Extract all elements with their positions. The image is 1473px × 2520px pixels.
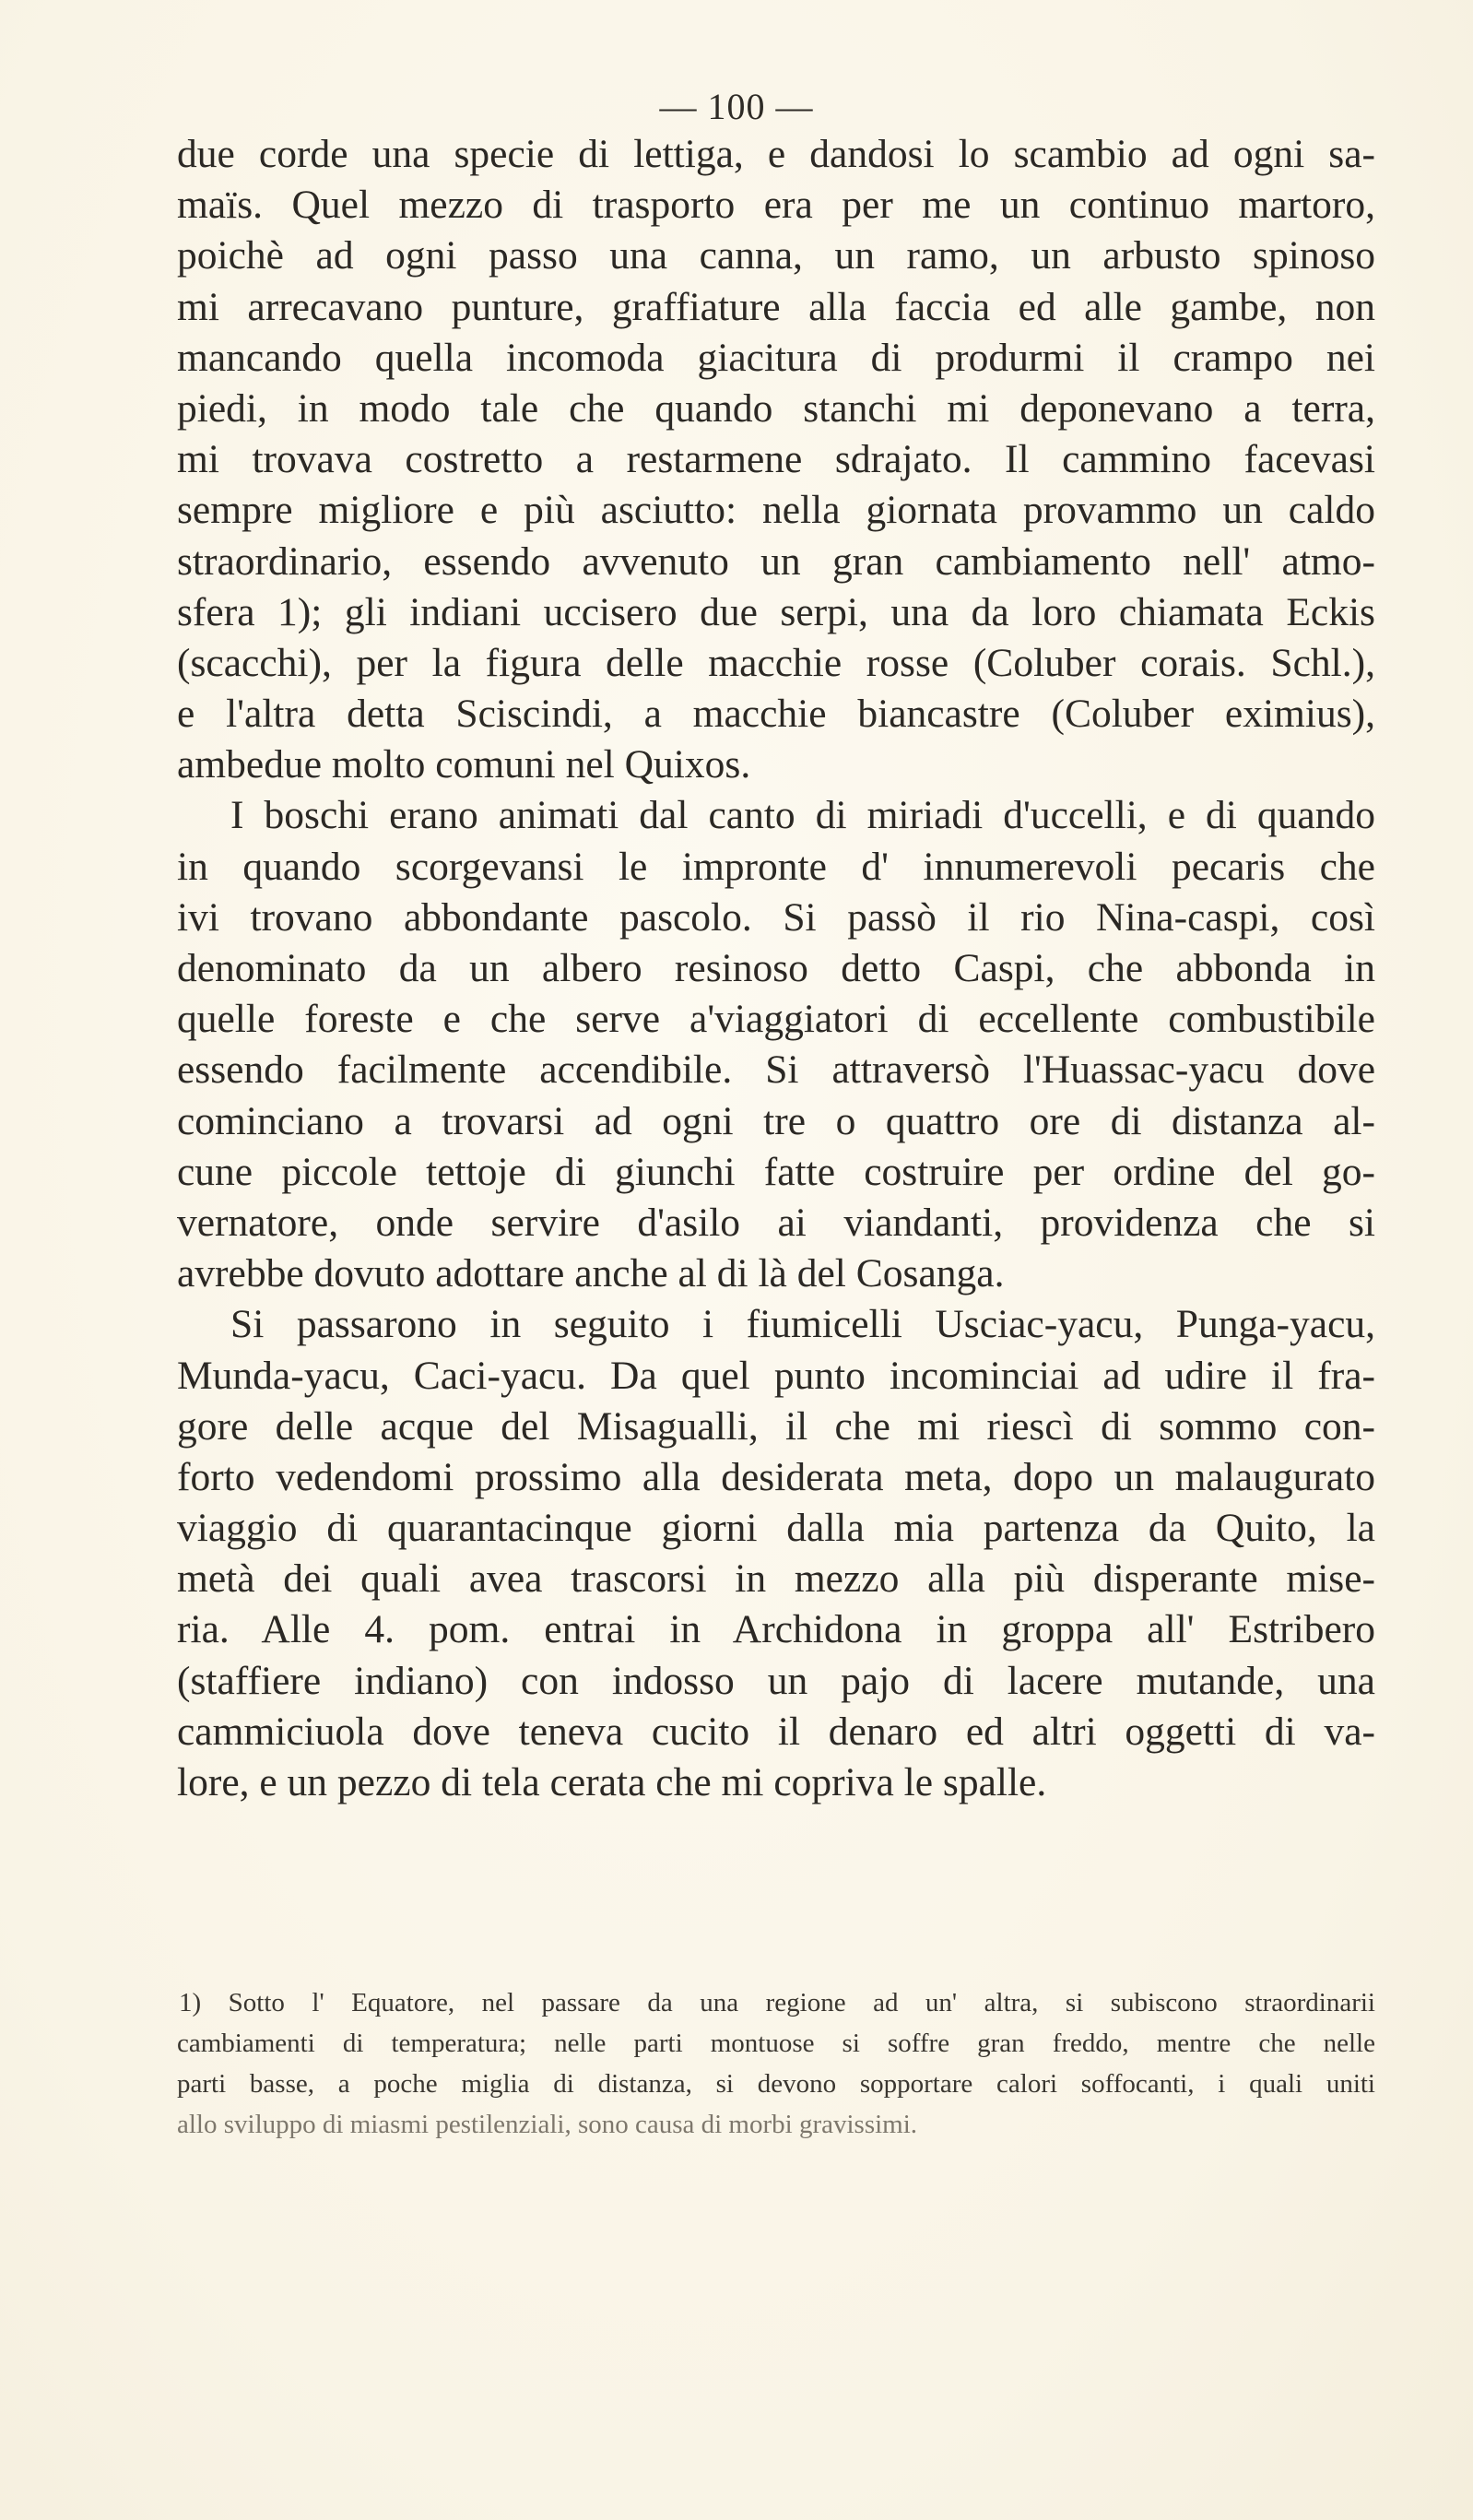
footnote-line: cambiamenti di temperatura; nelle parti montuose si soffre gran freddo, mentre che nelle	[177, 2029, 1375, 2058]
footnote-line: allo sviluppo di miasmi pestilenziali, sono causa di morbi gravissimi.	[177, 2110, 918, 2139]
text-line: mi trovava costretto a restarmene sdrajato. Il cammino facevasi	[177, 437, 1375, 482]
text-line: sfera 1); gli indiani uccisero due serpi, una da loro chiamata Eckis	[177, 589, 1375, 634]
text-line: avrebbe dovuto adottare anche al di là del Cosanga.	[177, 1251, 1005, 1296]
text-line: gore delle acque del Misagualli, il che mi riescì di sommo con-	[177, 1403, 1375, 1449]
text-line: cune piccole tettoje di giunchi fatte costruire per ordine del go-	[177, 1149, 1375, 1194]
paragraph-2	[177, 790, 1375, 1299]
text-line: forto vedendomi prossimo alla desiderata meta, dopo un malaugurato	[177, 1454, 1375, 1499]
text-line: ambedue molto comuni nel Quixos.	[177, 742, 751, 787]
text-line: due corde una specie di lettiga, e dandosi lo scambio ad ogni sa-	[177, 132, 1375, 176]
text-line: cammiciuola dove teneva cucito il denaro ed altri oggetti di va-	[177, 1709, 1375, 1754]
text-line: (scacchi), per la figura delle macchie rosse (Coluber corais. Schl.),	[177, 640, 1375, 685]
footnote-line: parti basse, a poche miglia di distanza, si devono sopportare calori soffocanti, i quali uniti	[177, 2069, 1375, 2099]
text-line: ria. Alle 4. pom. entrai in Archidona in groppa all' Estribero	[177, 1607, 1375, 1652]
paragraph-1	[177, 129, 1375, 790]
text-line: denominato da un albero resinoso detto Caspi, che abbonda in	[177, 946, 1375, 990]
text-line: vernatore, onde servire d'asilo ai viandanti, providenza che si	[177, 1200, 1375, 1245]
footnote-line: 1) Sotto l' Equatore, nel passare da una regione ad un' altra, si subiscono straordinarii	[179, 1988, 1375, 2017]
text-line: cominciano a trovarsi ad ogni tre o quattro ore di distanza al-	[177, 1098, 1375, 1143]
text-line: lore, e un pezzo di tela cerata che mi copriva le spalle.	[177, 1760, 1047, 1804]
text-line: (staffiere indiano) con indosso un pajo di lacere mutande, una	[177, 1658, 1375, 1703]
footnote	[177, 1982, 1375, 2145]
paragraph-3	[177, 1299, 1375, 1808]
text-line: ivi trovano abbondante pascolo. Si passò il rio Nina-caspi, così	[177, 894, 1375, 940]
text-line: Munda-yacu, Caci-yacu. Da quel punto incominciai ad udire il fra-	[177, 1353, 1375, 1398]
text-line: essendo facilmente accendibile. Si attraversò l'Huassac-yacu dove	[177, 1047, 1375, 1093]
text-line: mi arrecavano punture, graffiature alla faccia ed alle gambe, non	[177, 284, 1375, 329]
text-line: maïs. Quel mezzo di trasporto era per me un continuo martoro,	[177, 183, 1375, 228]
text-line: mancando quella incomoda giacitura di produrmi il crampo nei	[177, 335, 1375, 380]
text-line: straordinario, essendo avvenuto un gran cambiamento nell' atmo-	[177, 538, 1375, 584]
page-number: — 100 —	[659, 86, 814, 127]
text-line: e l'altra detta Sciscindi, a macchie biancastre (Coluber eximius),	[177, 692, 1375, 737]
body-text	[177, 129, 1375, 1808]
text-line: quelle foreste e che serve a'viaggiatori di eccellente combustibile	[177, 997, 1375, 1042]
text-line: Si passarono in seguito i fiumicelli Usciac-yacu, Punga-yacu,	[230, 1302, 1375, 1347]
text-line: I boschi erano animati dal canto di miriadi d'uccelli, e di quando	[230, 793, 1375, 838]
text-line: sempre migliore e più asciutto: nella giornata provammo un caldo	[177, 488, 1375, 533]
text-line: piedi, in modo tale che quando stanchi mi deponevano a terra,	[177, 385, 1375, 431]
text-line: viaggio di quarantacinque giorni dalla mia partenza da Quito, la	[177, 1506, 1375, 1551]
text-line: poichè ad ogni passo una canna, un ramo, un arbusto spinoso	[177, 233, 1375, 278]
text-line: in quando scorgevansi le impronte d' innumerevoli pecaris che	[177, 844, 1375, 889]
text-line: metà dei quali avea trascorsi in mezzo alla più disperante mise-	[177, 1556, 1375, 1602]
